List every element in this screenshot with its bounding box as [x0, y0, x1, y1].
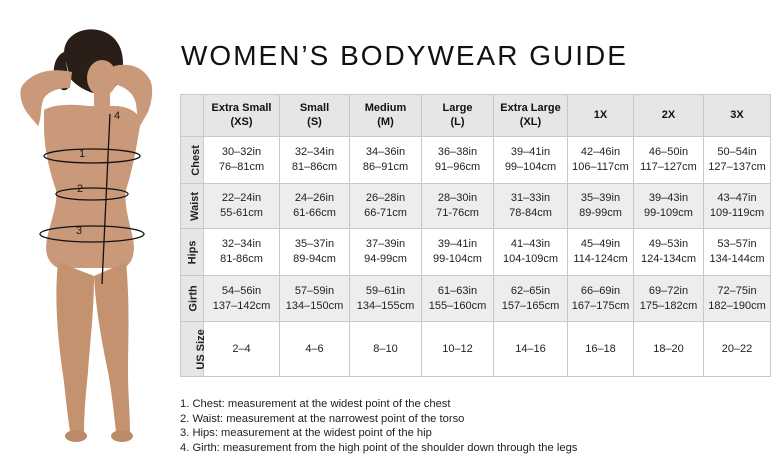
table-cell: 69–72in 175–182cm [634, 276, 704, 322]
row-header: US Size [181, 322, 204, 377]
table-cell: 59–61in 134–155cm [350, 276, 422, 322]
table-cell: 14–16 [494, 322, 568, 377]
table-cell: 10–12 [422, 322, 494, 377]
table-row [181, 184, 771, 229]
row-header: Waist [181, 184, 204, 229]
table-cell: 39–43in 99-109cm [634, 184, 704, 229]
note-item: 4. Girth: measurement from the high point of the shoulder down through the legs [180, 441, 578, 454]
table-cell: 16–18 [568, 322, 634, 377]
table-cell: 31–33in 78-84cm [494, 184, 568, 229]
column-header: Medium (M) [350, 95, 422, 137]
table-header-row [181, 95, 771, 137]
column-header: Small (S) [280, 95, 350, 137]
table-corner [181, 95, 204, 137]
size-table [180, 94, 771, 377]
table-cell: 39–41in 99–104cm [494, 137, 568, 184]
table-cell: 32–34in 81–86cm [280, 137, 350, 184]
measurement-label-waist: 2 [77, 183, 84, 195]
table-cell: 2–4 [204, 322, 280, 377]
table-cell: 36–38in 91–96cm [422, 137, 494, 184]
note-item: 1. Chest: measurement at the widest point of the chest [180, 398, 451, 410]
table-cell: 62–65in 157–165cm [494, 276, 568, 322]
table-cell: 30–32in 76–81cm [204, 137, 280, 184]
table-cell: 32–34in 81-86cm [204, 229, 280, 276]
column-header: Extra Small (XS) [204, 95, 280, 137]
table-cell: 72–75in 182–190cm [704, 276, 771, 322]
table-cell: 24–26in 61-66cm [280, 184, 350, 229]
table-cell: 8–10 [350, 322, 422, 377]
table-cell: 46–50in 117–127cm [634, 137, 704, 184]
measurement-label-hips: 3 [76, 225, 83, 237]
column-header: Extra Large (XL) [494, 95, 568, 137]
model-figure-icon [14, 22, 174, 452]
table-cell: 53–57in 134-144cm [704, 229, 771, 276]
page-title: WOMEN’S BODYWEAR GUIDE [181, 40, 628, 71]
table-cell: 18–20 [634, 322, 704, 377]
table-cell: 49–53in 124-134cm [634, 229, 704, 276]
table-row [181, 276, 771, 322]
table-cell: 54–56in 137–142cm [204, 276, 280, 322]
measurement-notes [180, 397, 577, 455]
table-cell: 39–41in 99-104cm [422, 229, 494, 276]
table-cell: 61–63in 155–160cm [422, 276, 494, 322]
table-cell: 26–28in 66-71cm [350, 184, 422, 229]
model-illustration [14, 22, 174, 452]
note-item: 3. Hips: measurement at the widest point of the hip [180, 427, 432, 439]
row-header: Hips [181, 229, 204, 276]
table-cell: 41–43in 104-109cm [494, 229, 568, 276]
table-row [181, 229, 771, 276]
measurement-label-chest: 1 [79, 148, 86, 160]
row-header: Chest [181, 137, 204, 184]
table-cell: 22–24in 55-61cm [204, 184, 280, 229]
measurement-label-girth: 4 [114, 110, 121, 122]
column-header: Large (L) [422, 95, 494, 137]
table-cell: 42–46in 106–117cm [568, 137, 634, 184]
column-header: 3X [704, 95, 771, 137]
column-header: 1X [568, 95, 634, 137]
table-cell: 66–69in 167–175cm [568, 276, 634, 322]
table-cell: 43–47in 109-119cm [704, 184, 771, 229]
table-cell: 4–6 [280, 322, 350, 377]
table-cell: 57–59in 134–150cm [280, 276, 350, 322]
table-cell: 34–36in 86–91cm [350, 137, 422, 184]
table-cell: 20–22 [704, 322, 771, 377]
table-row [181, 322, 771, 377]
table-cell: 35–39in 89-99cm [568, 184, 634, 229]
table-row [181, 137, 771, 184]
table-cell: 28–30in 71-76cm [422, 184, 494, 229]
table-cell: 37–39in 94-99cm [350, 229, 422, 276]
row-header: Girth [181, 276, 204, 322]
note-item: 2. Waist: measurement at the narrowest point of the torso [180, 412, 465, 425]
table-cell: 45–49in 114-124cm [568, 229, 634, 276]
table-cell: 50–54in 127–137cm [704, 137, 771, 184]
table-cell: 35–37in 89-94cm [280, 229, 350, 276]
column-header: 2X [634, 95, 704, 137]
